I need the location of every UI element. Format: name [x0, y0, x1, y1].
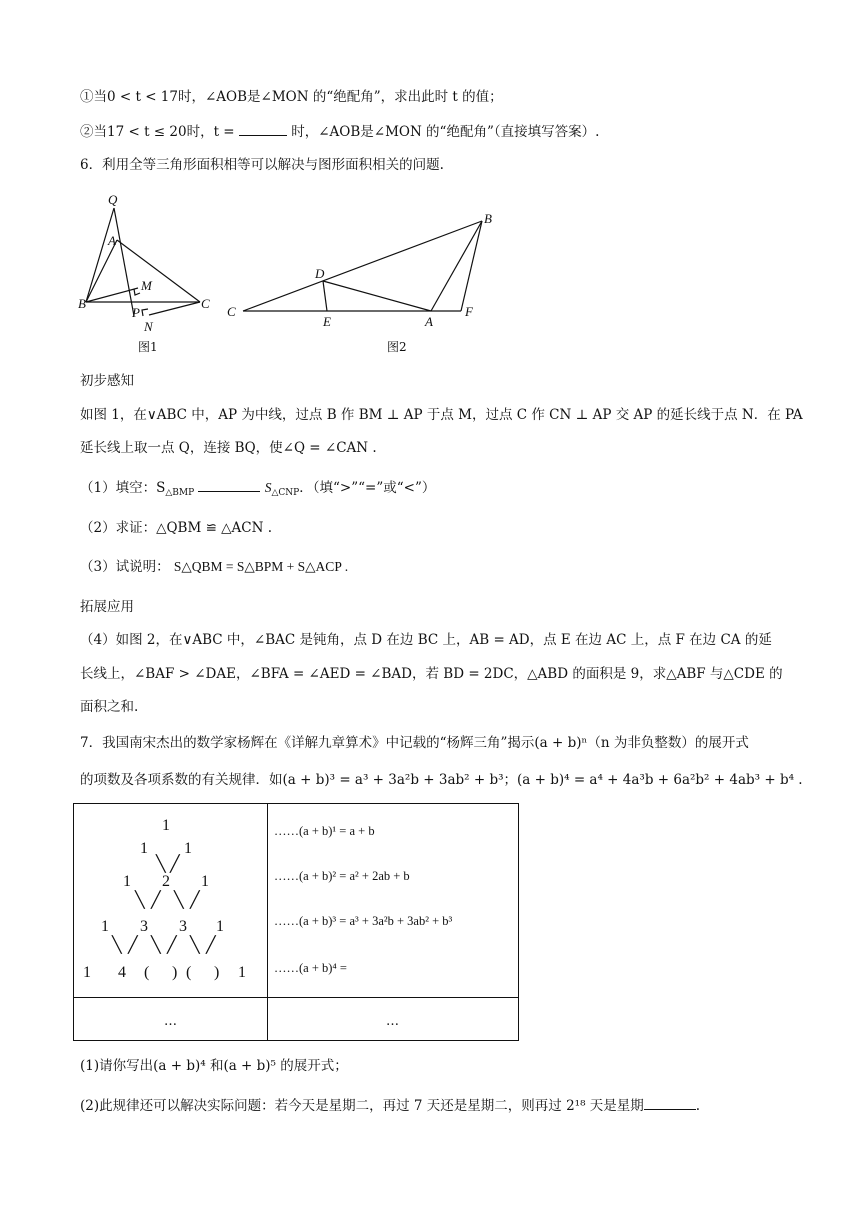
triangle-connector: ╲ [156, 854, 166, 873]
q6-sub2: （2）求证：△QBM ≌ △ACN . [80, 520, 273, 536]
q6-sub1-bmp: △BMP [165, 488, 195, 498]
q6-sub1-cnp: △CNP [271, 488, 300, 498]
point-label-F: F [465, 304, 473, 319]
q5-part2-prefix: ②当17 < t ≤ 20时，t = [80, 124, 235, 140]
q6-sub3-formula: S△QBM = S△BPM + S△ACP . [173, 559, 349, 574]
q6-sub1 [80, 477, 435, 498]
triangle-row2-num: 2 [162, 873, 170, 890]
triangle-connector: ╱ [128, 935, 138, 954]
q5-part2 [80, 121, 599, 142]
table-divider-vertical [267, 804, 268, 1040]
point-label-B: B [78, 296, 86, 311]
q6-stem: 6．利用全等三角形面积相等可以解决与图形面积相关的问题. [80, 157, 444, 173]
point-label-M: M [141, 278, 152, 293]
triangle-connector: ╲ [112, 935, 122, 954]
triangle-connector: ╱ [170, 854, 180, 873]
triangle-row4-num: 1 [238, 964, 246, 981]
triangle-row2-num: 1 [201, 873, 209, 890]
q7-stem-line1: 7．我国南宋杰出的数学家杨辉在《详解九章算术》中记载的“杨辉三角”揭示(a + b)ⁿ（n 为非负整数）的展开式 [80, 735, 749, 751]
q6-intro-line2: 延长线上取一点 Q，连接 BQ，使∠Q = ∠CAN . [80, 440, 377, 456]
q6-sub3-prefix: （3）试说明： [80, 559, 170, 575]
figure-1 [78, 190, 218, 360]
figure-2-caption: 图2 [387, 340, 407, 354]
q6-sub1-suffix: ．（填“>”“=”或“<”） [299, 480, 436, 496]
section-title-extension: 拓展应用 [80, 599, 134, 615]
triangle-row3-num: 1 [101, 918, 109, 935]
q6-sub1-s2: S [264, 480, 272, 495]
q5-part2-suffix: 时，∠AOB是∠MON 的“绝配角”（直接填写答案）. [291, 124, 600, 140]
point-label-C: C [201, 296, 210, 311]
q7-sub2-suffix: . [695, 1098, 701, 1114]
triangle-row1-num: 1 [140, 840, 148, 857]
q6-sub4-line3: 面积之和. [80, 699, 139, 715]
section-title-initial: 初步感知 [80, 373, 134, 389]
right-angle-M [134, 289, 140, 295]
triangle-connector: ╱ [151, 890, 161, 909]
triangle-row4-paren[interactable]: ) [172, 964, 178, 981]
triangle-row4-paren[interactable]: ( [144, 964, 150, 981]
segment-FB [461, 221, 482, 311]
triangle-row0-num: 1 [162, 817, 170, 834]
segment-CN [149, 302, 200, 315]
triangle-connector: ╲ [190, 935, 200, 954]
expansion-power3: ……(a + b)³ = a³ + 3a²b + 3ab² + b³ [274, 914, 453, 928]
triangle-row3-num: 3 [179, 918, 187, 935]
q6-sub1-prefix: （1）填空：S [80, 480, 166, 496]
point-label-N: N [144, 319, 153, 334]
table-divider-horizontal [74, 997, 518, 998]
answer-blank[interactable] [239, 121, 287, 136]
table-ellipsis-left: … [164, 1014, 177, 1029]
right-angle-N [142, 309, 148, 316]
q6-intro-line1: 如图 1，在∨ABC 中，AP 为中线，过点 B 作 BM ⊥ AP 于点 M，过点 C 作 CN ⊥ AP 交 AP 的延长线于点 N．在 PA [80, 407, 803, 423]
triangle-connector: ╲ [174, 890, 184, 909]
expansion-power1: ……(a + b)¹ = a + b [274, 824, 375, 838]
compare-blank[interactable] [198, 477, 260, 492]
triangle-connector: ╱ [206, 935, 216, 954]
figure-2 [225, 208, 505, 358]
segment-AB [431, 221, 482, 311]
triangle-row4-paren[interactable]: ( [186, 964, 192, 981]
point-label-Q: Q [108, 192, 118, 207]
triangle-row4-num: 4 [118, 964, 126, 981]
q7-stem-line2: 的项数及各项系数的有关规律．如(a + b)³ = a³ + 3a²b + 3ab² + b³；(a + b)⁴ = a⁴ + 4a³b + 6a²b² + 4ab³ + b⁴ . [80, 772, 803, 788]
point-label-D: D [315, 266, 325, 281]
segment-DA [323, 281, 431, 311]
triangle-row3-num: 1 [216, 918, 224, 935]
triangle-row4-paren[interactable]: ) [214, 964, 220, 981]
q7-sub1: (1)请你写出(a + b)⁴ 和(a + b)⁵ 的展开式； [80, 1058, 348, 1074]
expansion-power2: ……(a + b)² = a² + 2ab + b [274, 869, 410, 883]
triangle-row3-num: 3 [140, 918, 148, 935]
segment-DE [323, 281, 327, 311]
triangle-connector: ╱ [190, 890, 200, 909]
point-label-A: A [425, 314, 433, 329]
triangle-row2-num: 1 [123, 873, 131, 890]
figure-1-caption: 图1 [138, 340, 158, 354]
triangle-connector: ╲ [151, 935, 161, 954]
triangle-connector: ╲ [135, 890, 145, 909]
point-label-A: A [108, 233, 116, 248]
segment-CB [243, 221, 482, 311]
triangle-connector: ╱ [167, 935, 177, 954]
table-ellipsis-right: … [386, 1014, 399, 1029]
q6-sub4-line2: 长线上，∠BAF > ∠DAE，∠BFA = ∠AED = ∠BAD，若 BD = 2DC，△ABD 的面积是 9，求△ABF 与△CDE 的 [80, 666, 783, 682]
point-label-C: C [227, 304, 236, 319]
weekday-blank[interactable] [644, 1095, 696, 1110]
q6-sub4-line1: （4）如图 2，在∨ABC 中，∠BAC 是钝角，点 D 在边 BC 上，AB = AD，点 E 在边 AC 上，点 F 在边 CA 的延 [80, 632, 772, 648]
q7-sub2 [80, 1095, 700, 1116]
segment-QN [114, 208, 134, 316]
expansion-power4: ……(a + b)⁴ = [274, 961, 347, 975]
point-label-B: B [484, 211, 492, 226]
q7-sub2-prefix: (2)此规律还可以解决实际问题：若今天是星期二，再过 7 天还是星期二，则再过 2¹⁸ 天是星期 [80, 1098, 644, 1114]
triangle-row1-num: 1 [184, 840, 192, 857]
q5-part1: ①当0 < t < 17时，∠AOB是∠MON 的“绝配角”，求出此时 t 的值； [80, 89, 503, 105]
triangle-row4-num: 1 [83, 964, 91, 981]
point-label-P: P [132, 305, 140, 320]
point-label-E: E [323, 314, 331, 329]
q6-sub3 [80, 557, 348, 577]
yang-hui-table [73, 803, 519, 1041]
